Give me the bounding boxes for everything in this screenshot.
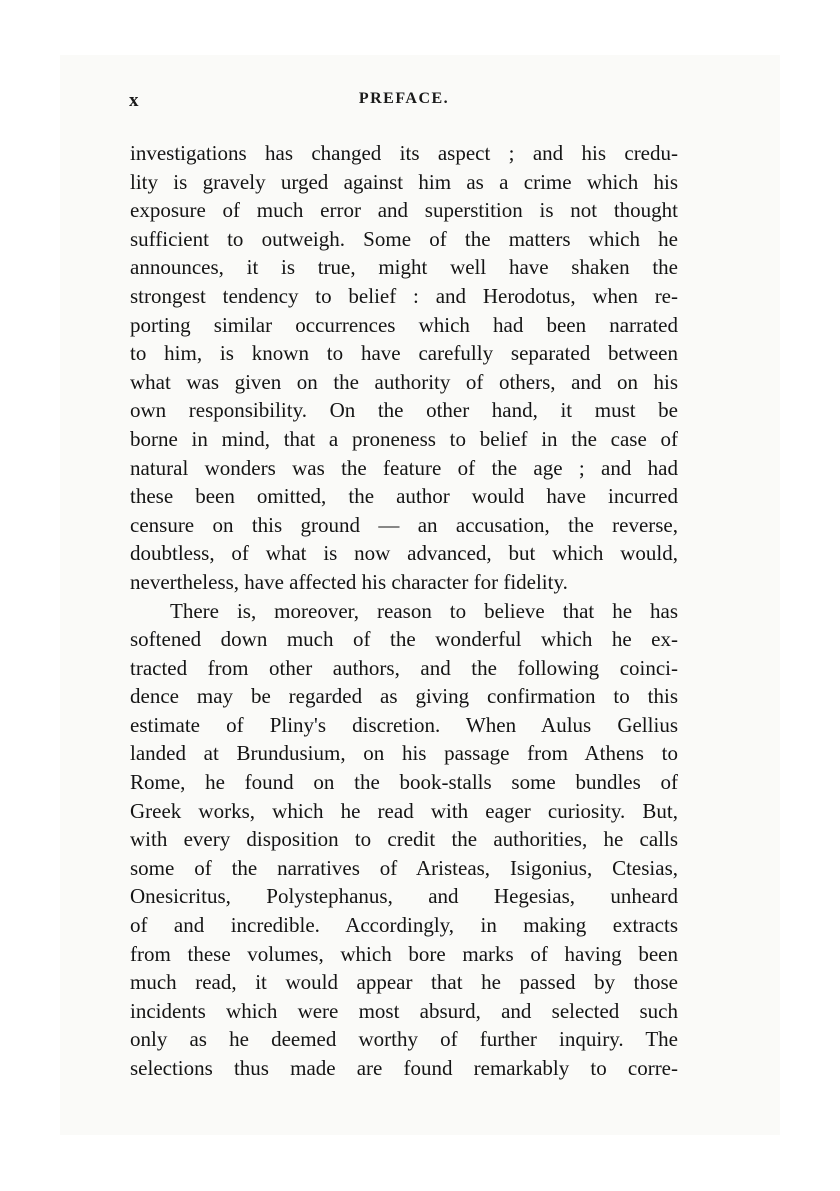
text-line: There is, moreover, reason to believe that he has — [170, 598, 678, 623]
text-line: doubtless, of what is now advanced, but which would, — [130, 541, 678, 566]
text-line: announces, it is true, might well have shaken the — [130, 255, 678, 280]
page-number: x — [129, 90, 140, 111]
text-line: nevertheless, have affected his character for fidelity. — [130, 569, 568, 594]
text-line: much read, it would appear that he passed by those — [130, 970, 678, 995]
text-line: only as he deemed worthy of further inquiry. The — [130, 1027, 678, 1052]
text-line: dence may be regarded as giving confirmation to this — [130, 684, 678, 709]
text-line: selections thus made are found remarkably to corre- — [130, 1056, 678, 1080]
text-line: from these volumes, which bore marks of having been — [130, 941, 678, 966]
paragraph — [130, 139, 678, 597]
text-line: censure on this ground — an accusation, the reverse, — [130, 512, 678, 537]
text-line: Onesicritus, Polystephanus, and Hegesias, unheard — [130, 884, 678, 909]
text-line: some of the narratives of Aristeas, Isigonius, Ctesias, — [130, 855, 678, 880]
text-line: own responsibility. On the other hand, it must be — [130, 398, 678, 423]
text-line: these been omitted, the author would have incurred — [130, 484, 678, 509]
running-head — [129, 90, 679, 120]
text-line: borne in mind, that a proneness to belief in the case of — [130, 426, 678, 451]
text-line: what was given on the authority of others, and on his — [130, 369, 678, 394]
text-line: with every disposition to credit the authorities, he calls — [130, 827, 678, 852]
text-line: exposure of much error and superstition is not thought — [130, 198, 678, 223]
page-title: PREFACE. — [358, 90, 450, 107]
text-line: strongest tendency to belief : and Herodotus, when re- — [130, 283, 678, 308]
body-text — [130, 139, 678, 1083]
text-line: of and incredible. Accordingly, in making extracts — [130, 913, 678, 938]
text-line: tracted from other authors, and the following coinci- — [130, 655, 678, 680]
paragraph — [130, 597, 678, 1083]
text-line: landed at Brundusium, on his passage from Athens to — [130, 741, 678, 766]
text-line: investigations has changed its aspect ; and his credu- — [130, 141, 678, 165]
text-line: to him, is known to have carefully separated between — [130, 341, 678, 366]
text-line: softened down much of the wonderful which he ex- — [130, 627, 678, 652]
text-line: Rome, he found on the book-stalls some bundles of — [130, 770, 678, 795]
text-line: sufficient to outweigh. Some of the matters which he — [130, 226, 678, 251]
text-line: porting similar occurrences which had been narrated — [130, 312, 678, 337]
text-line: natural wonders was the feature of the age ; and had — [130, 455, 678, 480]
text-line: Greek works, which he read with eager curiosity. But, — [130, 798, 678, 823]
text-line: lity is gravely urged against him as a crime which his — [130, 169, 678, 194]
text-line: estimate of Pliny's discretion. When Aulus Gellius — [130, 712, 678, 737]
text-line: incidents which were most absurd, and selected such — [130, 998, 678, 1023]
